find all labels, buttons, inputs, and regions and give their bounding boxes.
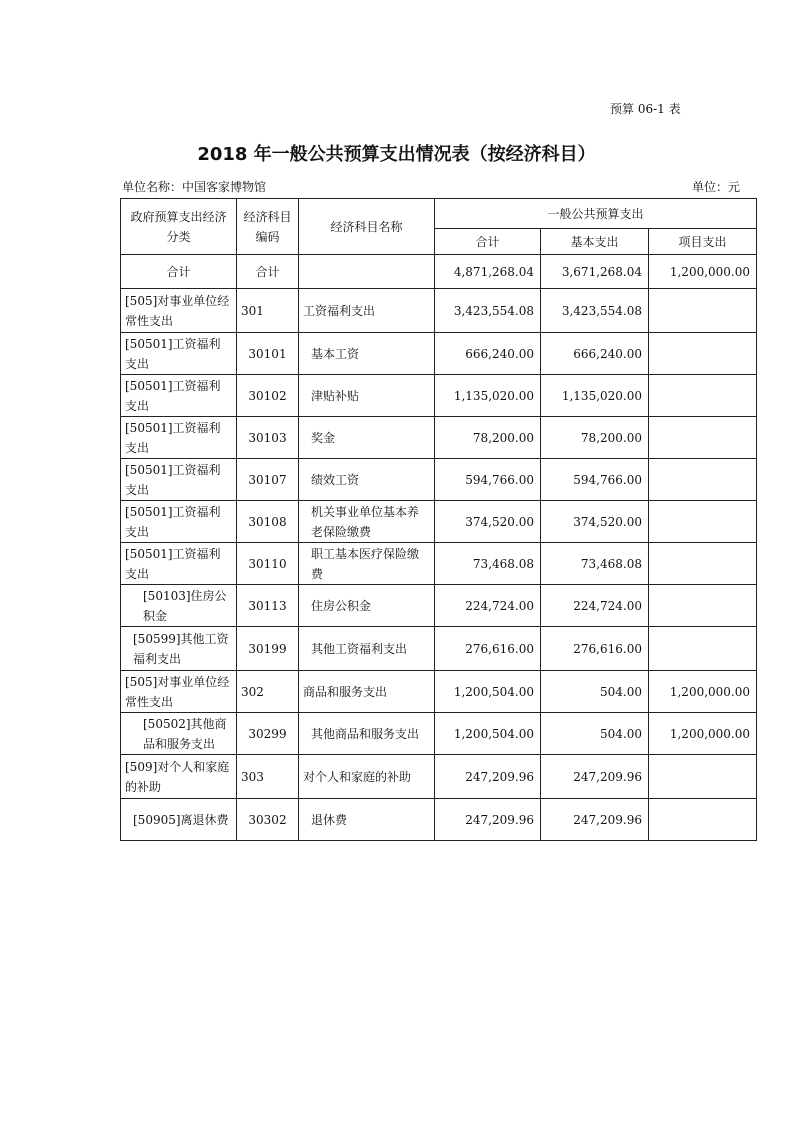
cell-project: [649, 627, 757, 671]
cell-basic: 374,520.00: [541, 501, 649, 543]
header-general-budget: 一般公共预算支出: [435, 199, 757, 229]
cell-code: 30102: [237, 375, 299, 417]
cell-project: [649, 799, 757, 841]
cell-gov-class: [50502]其他商品和服务支出: [121, 713, 237, 755]
table-row: [121, 755, 757, 799]
cell-total: 247,209.96: [435, 799, 541, 841]
header-econ-code: 经济科目编码: [237, 199, 299, 255]
cell-code: 30101: [237, 333, 299, 375]
cell-project: 1,200,000.00: [649, 671, 757, 713]
cell-gov-class: [50501]工资福利支出: [121, 417, 237, 459]
table-row: [121, 459, 757, 501]
cell-project: 1,200,000.00: [649, 713, 757, 755]
cell-total: 4,871,268.04: [435, 255, 541, 289]
header-gov-class: 政府预算支出经济分类: [121, 199, 237, 255]
cell-total: 224,724.00: [435, 585, 541, 627]
cell-code: 30302: [237, 799, 299, 841]
cell-basic: 504.00: [541, 713, 649, 755]
cell-total: 666,240.00: [435, 333, 541, 375]
cell-code: 30110: [237, 543, 299, 585]
table-row: [121, 417, 757, 459]
cell-gov-class: [50501]工资福利支出: [121, 543, 237, 585]
cell-total: 594,766.00: [435, 459, 541, 501]
cell-basic: 3,671,268.04: [541, 255, 649, 289]
cell-gov-class: [50599]其他工资福利支出: [121, 627, 237, 671]
cell-gov-class: 合计: [121, 255, 237, 289]
cell-name: 机关事业单位基本养老保险缴费: [299, 501, 435, 543]
cell-gov-class: [50103]住房公积金: [121, 585, 237, 627]
cell-name: 工资福利支出: [299, 289, 435, 333]
unit-name: 单位名称：中国客家博物馆: [122, 180, 267, 194]
cell-gov-class: [509]对个人和家庭的补助: [121, 755, 237, 799]
cell-code: 30299: [237, 713, 299, 755]
cell-code: 30107: [237, 459, 299, 501]
cell-gov-class: [50501]工资福利支出: [121, 501, 237, 543]
cell-project: [649, 585, 757, 627]
header-project: 项目支出: [649, 229, 757, 255]
cell-name: 商品和服务支出: [299, 671, 435, 713]
cell-basic: 504.00: [541, 671, 649, 713]
cell-project: [649, 375, 757, 417]
cell-basic: 666,240.00: [541, 333, 649, 375]
page-title: 2018 年一般公共预算支出情况表（按经济科目）: [197, 144, 596, 165]
cell-name: 津贴补贴: [299, 375, 435, 417]
cell-gov-class: [50905]离退休费: [121, 799, 237, 841]
cell-name: 退休费: [299, 799, 435, 841]
table-row: [121, 543, 757, 585]
cell-total: 1,135,020.00: [435, 375, 541, 417]
cell-name: 职工基本医疗保险缴费: [299, 543, 435, 585]
cell-project: [649, 333, 757, 375]
table-row: [121, 333, 757, 375]
cell-code: 301: [237, 289, 299, 333]
cell-gov-class: [50501]工资福利支出: [121, 375, 237, 417]
cell-code: 30113: [237, 585, 299, 627]
cell-project: [649, 459, 757, 501]
cell-basic: 78,200.00: [541, 417, 649, 459]
cell-name: 其他商品和服务支出: [299, 713, 435, 755]
cell-total: 78,200.00: [435, 417, 541, 459]
cell-name: 奖金: [299, 417, 435, 459]
cell-gov-class: [50501]工资福利支出: [121, 333, 237, 375]
cell-basic: 247,209.96: [541, 755, 649, 799]
cell-name: [299, 255, 435, 289]
table-row: [121, 375, 757, 417]
table-row: [121, 799, 757, 841]
cell-gov-class: [505]对事业单位经常性支出: [121, 289, 237, 333]
cell-basic: 3,423,554.08: [541, 289, 649, 333]
cell-project: [649, 755, 757, 799]
cell-name: 其他工资福利支出: [299, 627, 435, 671]
cell-total: 1,200,504.00: [435, 671, 541, 713]
cell-code: 30108: [237, 501, 299, 543]
cell-total: 247,209.96: [435, 755, 541, 799]
table-row: [121, 289, 757, 333]
header-econ-name: 经济科目名称: [299, 199, 435, 255]
cell-basic: 594,766.00: [541, 459, 649, 501]
cell-basic: 224,724.00: [541, 585, 649, 627]
cell-project: [649, 417, 757, 459]
cell-project: [649, 543, 757, 585]
header-basic: 基本支出: [541, 229, 649, 255]
cell-total: 3,423,554.08: [435, 289, 541, 333]
cell-name: 对个人和家庭的补助: [299, 755, 435, 799]
currency-unit: 单位：元: [692, 180, 741, 194]
cell-code: 30103: [237, 417, 299, 459]
cell-name: 基本工资: [299, 333, 435, 375]
cell-basic: 247,209.96: [541, 799, 649, 841]
cell-gov-class: [505]对事业单位经常性支出: [121, 671, 237, 713]
table-row: [121, 671, 757, 713]
table-row: [121, 255, 757, 289]
budget-table: [120, 198, 757, 841]
cell-project: 1,200,000.00: [649, 255, 757, 289]
cell-code: 30199: [237, 627, 299, 671]
cell-code: 合计: [237, 255, 299, 289]
form-number: 预算 06-1 表: [610, 102, 681, 116]
cell-basic: 73,468.08: [541, 543, 649, 585]
cell-code: 303: [237, 755, 299, 799]
table-row: [121, 501, 757, 543]
cell-total: 1,200,504.00: [435, 713, 541, 755]
cell-name: 绩效工资: [299, 459, 435, 501]
cell-gov-class: [50501]工资福利支出: [121, 459, 237, 501]
cell-name: 住房公积金: [299, 585, 435, 627]
table-row: [121, 585, 757, 627]
table-row: [121, 627, 757, 671]
cell-project: [649, 289, 757, 333]
cell-project: [649, 501, 757, 543]
cell-basic: 276,616.00: [541, 627, 649, 671]
cell-total: 276,616.00: [435, 627, 541, 671]
cell-total: 73,468.08: [435, 543, 541, 585]
cell-code: 302: [237, 671, 299, 713]
cell-total: 374,520.00: [435, 501, 541, 543]
cell-basic: 1,135,020.00: [541, 375, 649, 417]
table-header-row: [121, 199, 757, 229]
table-row: [121, 713, 757, 755]
header-total: 合计: [435, 229, 541, 255]
